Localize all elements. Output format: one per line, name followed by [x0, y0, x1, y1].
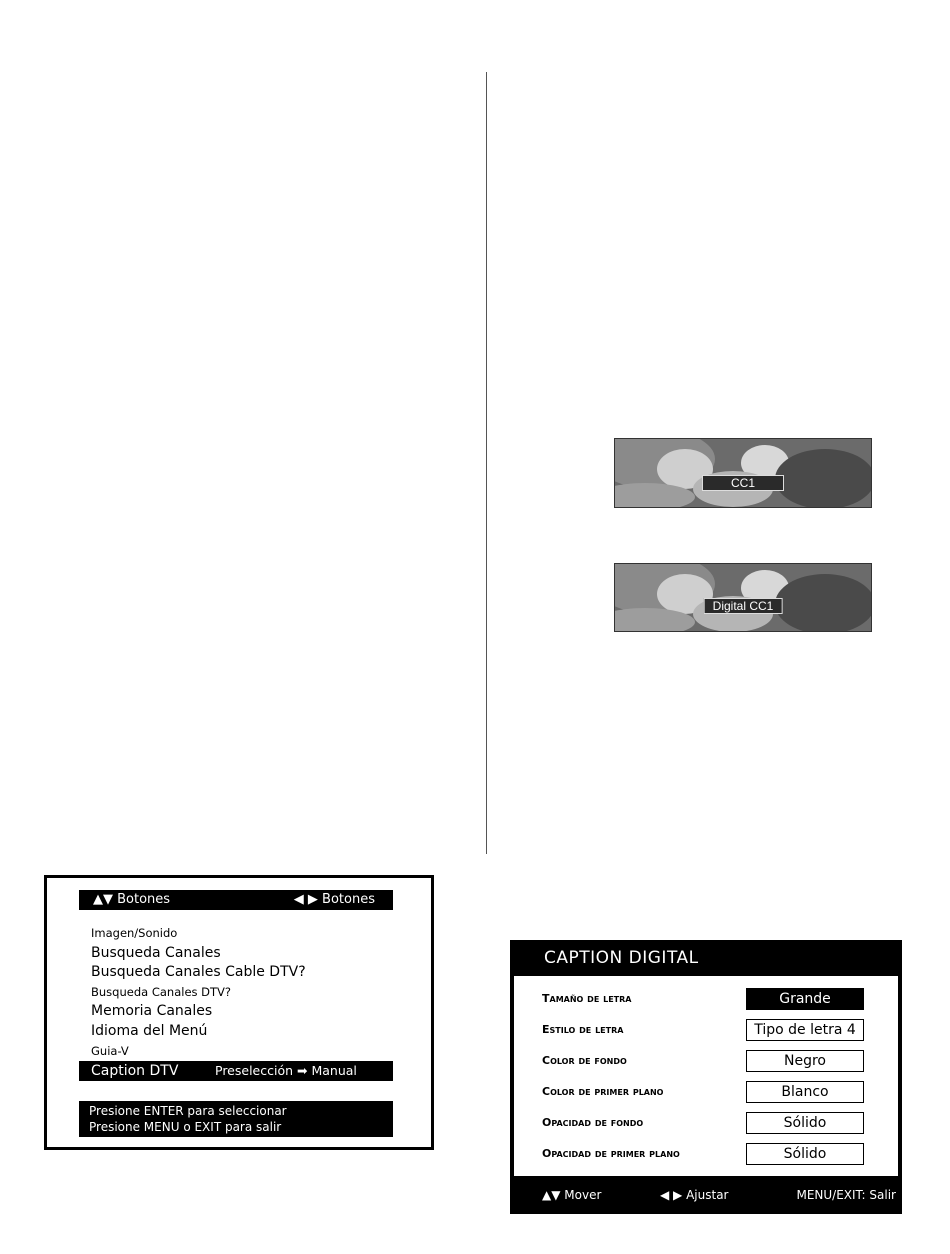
caption-digital-title: CAPTION DIGITAL: [544, 948, 699, 968]
caption-digital-panel: [514, 976, 898, 1176]
setting-row-foreground-color[interactable]: [542, 1081, 872, 1103]
setup-menu: [44, 875, 434, 1150]
menu-header-navigate: ▲▼ Botones: [93, 892, 171, 907]
setting-label: Opacidad de primer plano: [542, 1147, 680, 1160]
menu-item-caption-dtv[interactable]: [79, 1061, 393, 1081]
menu-item-memoria-canales[interactable]: Memoria Canales: [91, 1003, 213, 1020]
setting-value[interactable]: Tipo de letra 4: [746, 1019, 864, 1041]
menu-list: [91, 924, 391, 1079]
menu-item-caption-dtv-value: Preselección ➡ Manual: [215, 1063, 357, 1078]
setting-value[interactable]: Blanco: [746, 1081, 864, 1103]
menu-item-idioma-menu[interactable]: Idioma del Menú: [91, 1022, 208, 1039]
column-divider: [486, 72, 487, 854]
children-photo-image: [615, 439, 871, 507]
setting-row-background-color[interactable]: [542, 1050, 872, 1072]
caption-digital-menu: [510, 940, 902, 1214]
menu-item-imagen-sonido[interactable]: Imagen/Sonido: [91, 926, 178, 940]
setting-row-background-opacity[interactable]: [542, 1112, 872, 1134]
caption-sample-analog: [614, 438, 872, 508]
setting-value[interactable]: Sólido: [746, 1112, 864, 1134]
setting-label: Opacidad de fondo: [542, 1116, 644, 1129]
menu-item-guia-v[interactable]: Guia-V: [91, 1043, 129, 1058]
menu-item-busqueda-dtv[interactable]: Busqueda Canales DTV?: [91, 984, 232, 999]
setting-label: Tamaño de letra: [542, 992, 632, 1005]
menu-item-caption-dtv-label: Caption DTV: [91, 1063, 179, 1079]
setting-row-font-style[interactable]: [542, 1019, 872, 1041]
setting-row-foreground-opacity[interactable]: [542, 1143, 872, 1165]
menu-help-exit: Presione MENU o EXIT para salir: [89, 1120, 282, 1134]
menu-header-bar: [79, 890, 393, 910]
menu-help-bar: [79, 1101, 393, 1137]
menu-item-busqueda-cable-dtv[interactable]: Busqueda Canales Cable DTV?: [91, 964, 306, 981]
footer-exit-hint: MENU/EXIT: Salir: [796, 1188, 896, 1202]
setting-value[interactable]: Grande: [746, 988, 864, 1010]
footer-move-hint: ▲▼ Mover: [542, 1188, 602, 1202]
footer-adjust-hint: ◀ ▶ Ajustar: [660, 1188, 729, 1202]
setting-label: Estilo de letra: [542, 1023, 624, 1036]
menu-help-enter: Presione ENTER para seleccionar: [89, 1104, 287, 1118]
caption-cc1: CC1: [702, 475, 784, 491]
setting-label: Color de primer plano: [542, 1085, 664, 1098]
caption-digital-cc1: Digital CC1: [704, 598, 783, 614]
setting-value[interactable]: Sólido: [746, 1143, 864, 1165]
menu-header-adjust: ◀ ▶ Botones: [293, 892, 375, 907]
caption-sample-digital: [614, 563, 872, 632]
setting-row-font-size[interactable]: [542, 988, 872, 1010]
setting-label: Color de fondo: [542, 1054, 627, 1067]
setting-value[interactable]: Negro: [746, 1050, 864, 1072]
menu-item-busqueda-canales[interactable]: Busqueda Canales: [91, 944, 221, 961]
